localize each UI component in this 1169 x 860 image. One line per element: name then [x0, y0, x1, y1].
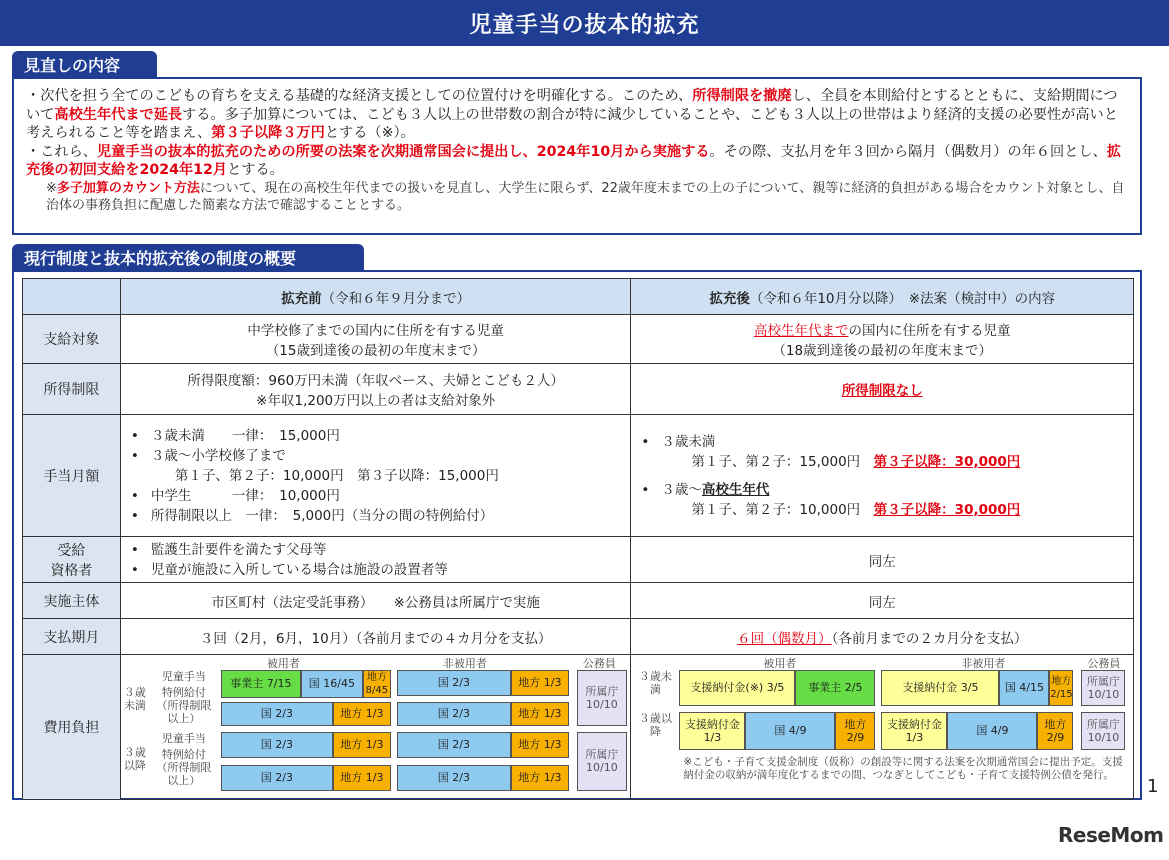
cost-block-agency: 所属庁 10/10 — [577, 732, 627, 791]
cost-before-cat-allowance-2: 児童手当 — [161, 731, 206, 745]
cost-block-local: 地方 2/9 — [1037, 712, 1073, 750]
cost-after-public-head: 公務員 — [1087, 656, 1121, 670]
monthly-before-sub: 第１子、第２子：10,000円 第３子以降：15,000円 — [174, 467, 499, 484]
cost-after-employee-head: 被用者 — [763, 656, 797, 670]
cost-block-employer: 事業主 7/15 — [221, 670, 301, 698]
cost-before-cat-allowance: 児童手当 — [161, 669, 206, 683]
cost-block-local: 地方 1/3 — [333, 732, 391, 758]
cost-block-local: 地方 1/3 — [333, 702, 391, 726]
cost-after — [631, 655, 1134, 800]
cost-after-nonemployee-head: 非被用者 — [961, 656, 1006, 670]
header-after: 拡充後（令和６年10月分以降） ※法案（検討中）の内容 — [631, 279, 1134, 315]
cost-before-cat-special-2: 特例給付（所得制限以上） — [156, 747, 212, 787]
resemom-logo: ReseMom — [1058, 823, 1164, 847]
cost-block-local: 地方 1/3 — [511, 732, 569, 758]
row-head-eligible: 受給 資格者 — [23, 537, 121, 583]
cost-block-agency: 所属庁 10/10 — [1081, 712, 1125, 750]
cost-block-national: 国 4/15 — [999, 670, 1049, 706]
cost-block-support-fund: 支援納付金 1/3 — [881, 712, 947, 750]
income-limit-after: 所得制限なし — [631, 364, 1134, 415]
cost-block-local: 地方 2/9 — [835, 712, 875, 750]
cost-before-age-over3: ３歳以降 — [123, 745, 146, 772]
comparison-table — [22, 278, 1134, 800]
row-head-implementer: 実施主体 — [23, 583, 121, 619]
payment-after: ６回（偶数月）（各前月までの２カ月分を支払） — [631, 619, 1134, 655]
payment-before: ３回（2月，6月，10月）（各前月までの４カ月分を支払） — [120, 619, 631, 655]
cost-block-local: 地方 1/3 — [333, 765, 391, 791]
target-before: 中学校修了までの国内に住所を有する児童 （15歳到達後の最初の年度末まで） — [120, 315, 631, 364]
header-before: 拡充前（令和６年９月分まで） — [120, 279, 631, 315]
cost-before — [120, 655, 631, 800]
table-corner — [23, 279, 121, 315]
cost-block-national: 国 2/3 — [397, 702, 511, 726]
cost-block-employer: 事業主 2/5 — [795, 670, 875, 706]
cost-block-local: 地方 2/15 — [1049, 670, 1073, 706]
eligible-before: • 監護生計要件を満たす父母等 • 児童が施設に入所している場合は施設の設置者等 — [120, 537, 631, 583]
cost-block-support-fund: 支援納付金(※) 3/5 — [679, 670, 795, 706]
cost-before-public-head: 公務員 — [582, 656, 616, 670]
income-limit-before: 所得限度額：960万円未満（年収ベース、夫婦とこども２人） ※年収1,200万円以上の者は支給対象外 — [120, 364, 631, 415]
cost-block-local: 地方 8/45 — [363, 670, 391, 698]
page-number: 1 — [1147, 776, 1159, 797]
cost-block-national: 国 2/3 — [397, 732, 511, 758]
row-head-income-limit: 所得制限 — [23, 364, 121, 415]
cost-block-support-fund: 支援納付金 3/5 — [881, 670, 999, 706]
row-head-payment-months: 支払期月 — [23, 619, 121, 655]
cost-after-age-under3: ３歳未満 — [638, 669, 672, 696]
cost-block-support-fund: 支援納付金 1/3 — [679, 712, 745, 750]
row-head-target: 支給対象 — [23, 315, 121, 364]
review-paragraph-1: ・次代を担う全てのこどもの育ちを支える基礎的な経済支援としての位置付けを明確化する。このため、所得制限を撤廃し、全員を本則給付とするとともに、支給期間について高校生年代まで延長する。多子加算については、こども３人以上の世帯数の割合が特に減少していることや、こども３人以上の世帯はより経済的支援の必要性が高いと考えられること等を踏まえ、第３子以降３万円とする（※）。 — [26, 88, 1118, 141]
cost-block-national: 国 2/3 — [397, 670, 511, 696]
section-label-overview: 現行制度と抜本的拡充後の制度の概要 — [12, 244, 364, 270]
cost-before-nonemployee-head: 非被用者 — [442, 656, 487, 670]
cost-block-agency: 所属庁 10/10 — [577, 670, 627, 726]
eligible-after: 同左 — [631, 537, 1134, 583]
cost-block-national: 国 2/3 — [221, 732, 333, 758]
cost-block-national: 国 4/9 — [745, 712, 835, 750]
cost-block-national: 国 2/3 — [221, 702, 333, 726]
cost-before-cat-special: 特例給付（所得制限以上） — [156, 685, 212, 725]
cost-block-local: 地方 1/3 — [511, 765, 569, 791]
cost-after-note: ※こども・子育て支援金制度（仮称）の創設等に関する法案を次期通常国会に提出予定。支援納付金の収納が満年度化するまでの間、つなぎとしてこども・子育て支援特例公債を発行。 — [683, 755, 1123, 781]
monthly-amount-after: • ３歳未満 第１子、第２子：15,000円 第３子以降：30,000円 • ３歳～高校生年代 第１子、第２子：10,000円 第３子以降：30,000円 — [631, 415, 1134, 537]
cost-after-age-over3: ３歳以降 — [638, 711, 672, 738]
cost-block-agency: 所属庁 10/10 — [1081, 670, 1125, 706]
cost-block-national: 国 2/3 — [397, 765, 511, 791]
row-head-cost: 費用負担 — [23, 655, 121, 800]
review-content-box — [12, 77, 1142, 235]
page-title: 児童手当の抜本的拡充 — [0, 0, 1169, 46]
section-label-review: 見直しの内容 — [12, 51, 157, 77]
cost-block-national: 国 4/9 — [947, 712, 1037, 750]
row-head-monthly-amount: 手当月額 — [23, 415, 121, 537]
cost-before-age-under3: ３歳未満 — [123, 685, 146, 712]
target-after: 高校生年代までの国内に住所を有する児童 （18歳到達後の最初の年度末まで） — [631, 315, 1134, 364]
overview-table-box — [12, 270, 1142, 800]
implementer-after: 同左 — [631, 583, 1134, 619]
cost-block-national: 国 16/45 — [301, 670, 363, 698]
review-paragraph-2: ・これら、児童手当の抜本的拡充のための所要の法案を次期通常国会に提出し、2024年10月から実施する。その際、支払月を年３回から隔月（偶数月）の年６回とし、拡充後の初回支給を2024年12月とする。 — [26, 143, 1121, 178]
cost-block-national: 国 2/3 — [221, 765, 333, 791]
cost-block-local: 地方 1/3 — [511, 702, 569, 726]
review-note: ※多子加算のカウント方法について、現在の高校生年代までの扱いを見直し、大学生に限らず、22歳年度末までの上の子について、親等に経済的負担がある場合をカウント対象とし、自治体の事務負担に配慮した簡素な方法で確認することとする。 — [46, 180, 1125, 213]
implementer-before: 市区町村（法定受託事務） ※公務員は所属庁で実施 — [120, 583, 631, 619]
monthly-amount-before: • ３歳未満 一律： 15,000円 • ３歳～小学校修了まで 第１子、第２子：10,000円 第３子以降：15,000円 • 中学生 一律： 10,000円 • 所得制限以上 一律： 5,000円（当分の間の特例給付） — [120, 415, 631, 537]
cost-before-employee-head: 被用者 — [266, 656, 300, 670]
cost-block-local: 地方 1/3 — [511, 670, 569, 696]
